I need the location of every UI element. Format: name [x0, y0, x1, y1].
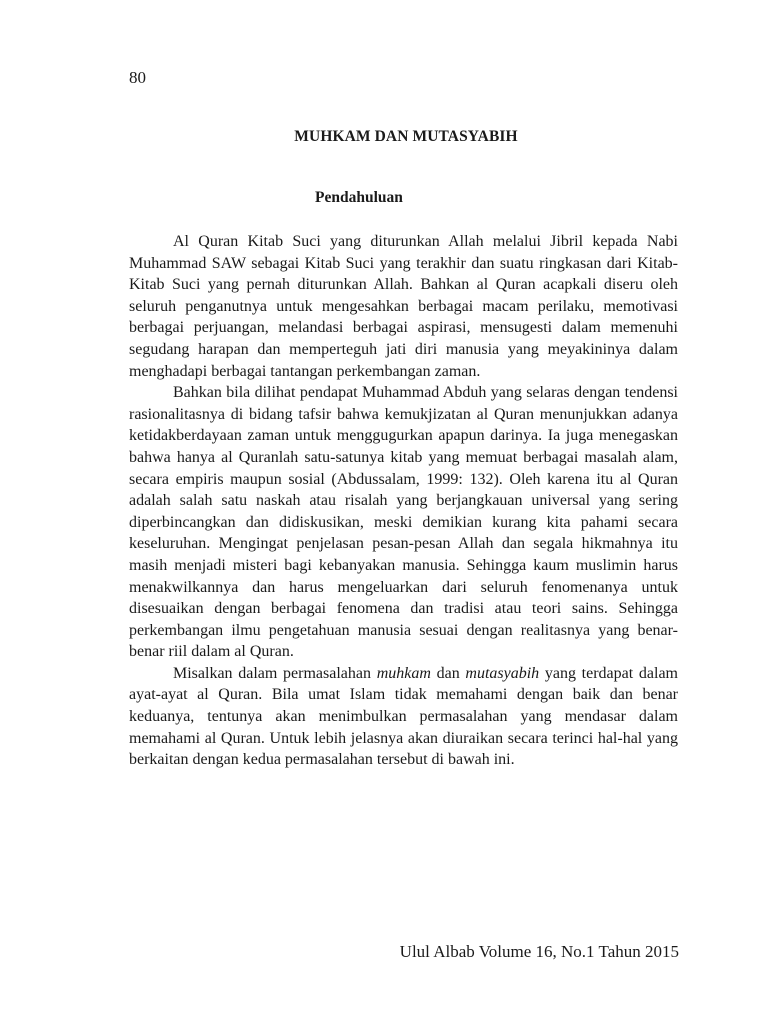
paragraph-2: Bahkan bila dilihat pendapat Muhammad Abduh yang selaras dengan tendensi rasionalitasnya di bidang tafsir bahwa kemukjizatan al Quran menunjukkan adanya ketidakberdayaan zaman untuk menggugurkan apapun darinya. Ia juga menegaskan bahwa hanya al Quranlah satu-satunya kitab yang memuat berbagai masalah alam, secara empiris maupun sosial (Abdussalam, 1999: 132). Oleh karena itu al Quran adalah salah satu naskah atau risalah yang berjangkauan universal yang sering diperbincangkan dan didiskusikan, meski demikian kurang kita pahami secara keseluruhan. Mengingat penjelasan pesan-pesan Allah dan segala hikmahnya itu masih menjadi misteri bagi kebanyakan manusia. Sehingga kaum muslimin harus menakwilkannya dan harus mengeluarkan dari seluruh fenomenanya untuk disesuaikan dengan berbagai fenomena dan tradisi atau teori sains. Sehingga perkembangan ilmu pengetahuan manusia sesuai dengan realitasnya yang benar-benar riil dalam al Quran. — [129, 384, 678, 661]
term-muhkam: muhkam — [376, 664, 431, 682]
term-mutasyabih: mutasyabih — [465, 664, 540, 682]
paragraph-3 — [129, 663, 678, 771]
paragraph-3-text-a: Misalkan dalam permasalahan — [173, 664, 377, 682]
page-number: 80 — [129, 68, 146, 87]
body-text — [129, 231, 678, 771]
paragraph-3-text-b: dan — [430, 664, 466, 682]
paragraph-1: Al Quran Kitab Suci yang diturunkan Allah melalui Jibril kepada Nabi Muhammad SAW sebagai Kitab Suci yang terakhir dan suatu ringkasan dari Kitab-Kitab Suci yang pernah diturunkan Allah. Bahkan al Quran acapkali diseru oleh seluruh penganutnya untuk mengesahkan berbagai macam perilaku, memotivasi berbagai perjuangan, melandasi berbagai aspirasi, mensugesti dalam memenuhi segudang harapan dan memperteguh jati diri manusia yang meyakininya dalam menghadapi berbagai tantangan perkembangan zaman. — [129, 233, 678, 380]
page-title: MUHKAM DAN MUTASYABIH — [294, 128, 518, 145]
section-heading: Pendahuluan — [315, 189, 403, 206]
paragraph-3-text-c: yang terdapat dalam ayat-ayat al Quran. Bila umat Islam tidak memahami dengan baik dan benar keduanya, tentunya akan menimbulkan permasalahan yang mendasar dalam memahami al Quran. Untuk lebih jelasnya akan diuraikan secara terinci hal-hal yang berkaitan dengan kedua permasalahan tersebut di bawah ini. — [129, 664, 678, 769]
journal-footer: Ulul Albab Volume 16, No.1 Tahun 2015 — [399, 942, 679, 961]
